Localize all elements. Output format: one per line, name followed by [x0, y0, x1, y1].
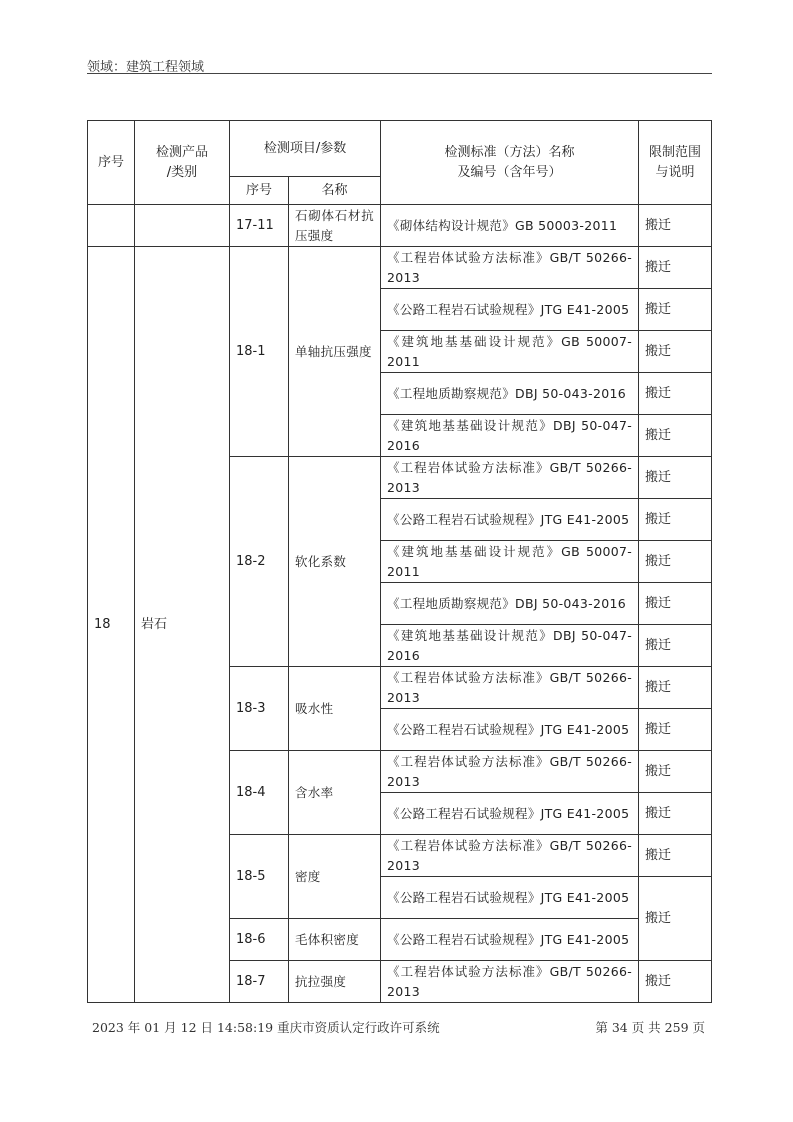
- item-no-cell: 18-6: [230, 919, 289, 961]
- standard-cell: 《工程岩体试验方法标准》GB/T 50266-2013: [381, 835, 639, 877]
- item-name-cell: 单轴抗压强度: [289, 247, 381, 457]
- standard-cell: 《工程岩体试验方法标准》GB/T 50266-2013: [381, 457, 639, 499]
- standard-cell: 《公路工程岩石试验规程》JTG E41-2005: [381, 289, 639, 331]
- limit-cell: 搬迁: [639, 541, 712, 583]
- limit-cell: 搬迁: [639, 205, 712, 247]
- limit-cell: 搬迁: [639, 835, 712, 877]
- limit-cell: 搬迁: [639, 709, 712, 751]
- standard-cell: 《公路工程岩石试验规程》JTG E41-2005: [381, 709, 639, 751]
- table-header-row: [88, 121, 712, 177]
- limit-cell: 搬迁: [639, 331, 712, 373]
- page-header-domain: 领域：建筑工程领域: [87, 60, 205, 75]
- header-no: 序号: [88, 121, 135, 205]
- footer-page-number: 第 34 页 共 259 页: [595, 1020, 705, 1035]
- inspection-scope-table: [87, 120, 712, 1003]
- table-row: [88, 205, 712, 247]
- item-name-cell: 毛体积密度: [289, 919, 381, 961]
- limit-cell: 搬迁: [639, 457, 712, 499]
- product-cell: 岩石: [135, 247, 230, 1003]
- standard-cell: 《工程岩体试验方法标准》GB/T 50266-2013: [381, 751, 639, 793]
- limit-cell: 搬迁: [639, 961, 712, 1003]
- limit-cell: 搬迁: [639, 247, 712, 289]
- limit-cell: 搬迁: [639, 373, 712, 415]
- standard-cell: 《建筑地基基础设计规范》DBJ 50-047-2016: [381, 415, 639, 457]
- group-no-cell: 18: [88, 247, 135, 1003]
- empty-cell: [135, 205, 230, 247]
- standard-cell: 《公路工程岩石试验规程》JTG E41-2005: [381, 919, 639, 961]
- item-no-cell: 18-3: [230, 667, 289, 751]
- standard-cell: 《工程地质勘察规范》DBJ 50-043-2016: [381, 373, 639, 415]
- item-no-cell: 17-11: [230, 205, 289, 247]
- standard-cell: 《工程岩体试验方法标准》GB/T 50266-2013: [381, 247, 639, 289]
- item-no-cell: 18-2: [230, 457, 289, 667]
- limit-cell: 搬迁: [639, 751, 712, 793]
- standard-cell: 《建筑地基基础设计规范》GB 50007-2011: [381, 541, 639, 583]
- header-item: 检测项目/参数: [230, 121, 381, 177]
- standard-cell: 《工程地质勘察规范》DBJ 50-043-2016: [381, 583, 639, 625]
- limit-cell: 搬迁: [639, 877, 712, 961]
- item-no-cell: 18-1: [230, 247, 289, 457]
- item-name-cell: 抗拉强度: [289, 961, 381, 1003]
- footer-timestamp-system: 2023 年 01 月 12 日 14:58:19 重庆市资质认定行政许可系统: [92, 1020, 440, 1035]
- header-limit: 限制范围 与说明: [639, 121, 712, 205]
- item-no-cell: 18-4: [230, 751, 289, 835]
- standard-cell: 《建筑地基基础设计规范》DBJ 50-047-2016: [381, 625, 639, 667]
- limit-cell: 搬迁: [639, 667, 712, 709]
- limit-cell: 搬迁: [639, 793, 712, 835]
- header-product: 检测产品 /类别: [135, 121, 230, 205]
- header-standard: 检测标准（方法）名称 及编号（含年号）: [381, 121, 639, 205]
- standard-cell: 《建筑地基基础设计规范》GB 50007-2011: [381, 331, 639, 373]
- item-name-cell: 软化系数: [289, 457, 381, 667]
- header-item-name: 名称: [289, 177, 381, 205]
- standard-cell: 《公路工程岩石试验规程》JTG E41-2005: [381, 877, 639, 919]
- limit-cell: 搬迁: [639, 625, 712, 667]
- header-divider: [87, 73, 712, 74]
- empty-cell: [88, 205, 135, 247]
- item-name-cell: 含水率: [289, 751, 381, 835]
- limit-cell: 搬迁: [639, 415, 712, 457]
- standard-cell: 《公路工程岩石试验规程》JTG E41-2005: [381, 499, 639, 541]
- table-row: [88, 247, 712, 289]
- limit-cell: 搬迁: [639, 499, 712, 541]
- item-name-cell: 密度: [289, 835, 381, 919]
- item-name-cell: 吸水性: [289, 667, 381, 751]
- item-no-cell: 18-7: [230, 961, 289, 1003]
- standard-cell: 《公路工程岩石试验规程》JTG E41-2005: [381, 793, 639, 835]
- header-item-no: 序号: [230, 177, 289, 205]
- standard-cell: 《砌体结构设计规范》GB 50003-2011: [381, 205, 639, 247]
- item-name-cell: 石砌体石材抗压强度: [289, 205, 381, 247]
- standard-cell: 《工程岩体试验方法标准》GB/T 50266-2013: [381, 667, 639, 709]
- standard-cell: 《工程岩体试验方法标准》GB/T 50266-2013: [381, 961, 639, 1003]
- limit-cell: 搬迁: [639, 289, 712, 331]
- item-no-cell: 18-5: [230, 835, 289, 919]
- limit-cell: 搬迁: [639, 583, 712, 625]
